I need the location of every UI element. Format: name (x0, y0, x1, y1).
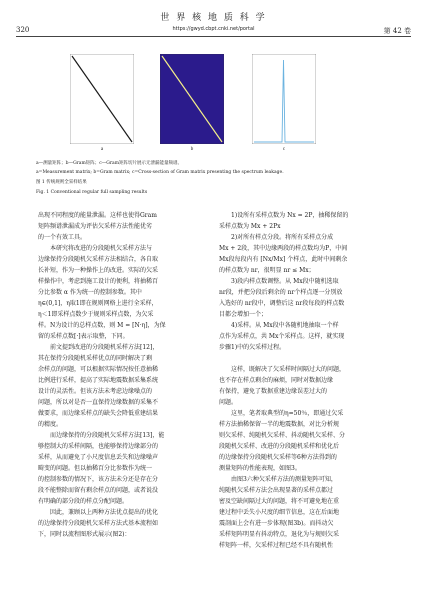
body-text-line: 下，同时以流程图形式展示(图2)： (38, 531, 131, 538)
body-text-line: 目都会增加一个； (219, 311, 268, 318)
body-text-line: 比例进行采样，提高了实际地震数据采集系统 (38, 377, 159, 384)
body-text-line: 3)段内样点数调整。从 Mx段中随机选取 (231, 278, 339, 285)
body-text-line: 而边缘保持的分段随机欠采样方法[13]，能 (50, 432, 165, 439)
body-text-line: 测量矩阵的性能表现，如图3。 (219, 465, 301, 472)
body-text-line: 长补短，作为一种操作上的改进。实际的欠采 (38, 267, 159, 274)
body-text-line (219, 353, 401, 364)
body-text-line: 做要求，而边缘采样点的缺失会降低重建结果 (38, 410, 159, 417)
journal-url: https://gwyd.cbpt.cnki.net/portal (172, 26, 255, 32)
body-text-line: 其在保持分段随机采样优点的同时解决了剩 (38, 355, 153, 362)
figure-panel-b (160, 54, 224, 144)
body-text-line: 样。N为设计的总样点数，则 M = [N·η]，为保 (38, 322, 166, 329)
body-text-line: 前文提到改进的分段随机采样方法[12]， (50, 344, 159, 351)
body-text-line: 的一个有效工具。 (38, 234, 87, 241)
body-text-line: 出现不同程度的能量泄漏。这样也使得Gram (38, 212, 157, 219)
panel-a-label: a (100, 147, 104, 152)
body-text-line: 步骤1)中的欠采样过程。 (219, 344, 286, 351)
body-text-line: 有明确的部分段的样点分配问题。 (38, 498, 129, 505)
body-text-line: 有保持，避免了数据重建边缘误差过大的 (219, 388, 328, 395)
body-text-line: 也不存在样点剩余的麻烦，同时对数据边缘 (219, 377, 334, 384)
body-text-line: 样方法抽稀保留一半的地震数据，对比分析规 (219, 421, 340, 428)
body-text-line: 2)对所有样点分段。将所有采样点分成 (231, 234, 334, 241)
body-text-line: 纯随机欠采样方法会出现显著的采样点都过 (219, 487, 334, 494)
body-text-line: 样操作中，考虑到施工设计的便利，将抽稀百 (38, 278, 159, 285)
body-text-line: 够控制大的采样间隔，也能够保持边缘部分的 (38, 443, 159, 450)
body-text-line: 则欠采样、纯随机欠采样、抖动随机欠采样、分 (219, 432, 346, 439)
body-text-line: 采样，从而避免了小尺度信息丢失和边缘噪声 (38, 454, 159, 461)
body-text-line: 本研究将改进的分段随机欠采样方法与 (50, 245, 153, 252)
body-text-line: 的精度。 (38, 421, 63, 428)
body-text-line: 问题。 (219, 399, 238, 406)
left-text-column (38, 210, 220, 540)
body-text-line: 密及空缺间隔过大的问题，将不可避免地在重 (219, 498, 340, 505)
figure-caption-cn: a—测量矩阵；b—Gram矩阵；c—Gram矩阵切片展示无泄漏能量频谱。 (36, 161, 182, 166)
body-text-line: 的样点数为 nr，很明显 nr ≤ Mx； (219, 267, 315, 274)
body-text-line: 1)设所有采样点数为 Nx = 2P，抽稀保留的 (231, 212, 349, 219)
body-text-line: Mx + 2段，其中边缘两段的样点数均为P，中间 (219, 245, 348, 252)
body-text-line: 分比参数 α 作为统一的控制参数。其中 (38, 289, 142, 296)
body-text-line: nr段，并把分段后剩余的 nr个样点逐一分别放 (219, 289, 343, 296)
volume-label: 第 42 卷 (383, 27, 411, 35)
body-text-line: 这样，既解决了欠采样时间隔过大的问题， (231, 366, 346, 373)
body-text-line: 样矩阵一样，欠采样过程已经不具有随机性 (219, 542, 334, 549)
body-text-line: 入选好的 nr段中，调整后这 nr段每段的样点数 (219, 300, 345, 307)
body-text-line: 矩阵频谱泄漏成为评估欠采样方法性能优劣 (38, 223, 153, 230)
body-text-line: η＜1即采样点数少于规则采样点数，为欠采 (38, 311, 154, 318)
page-number: 320 (16, 26, 30, 34)
body-text-line: 的边缘保持分段随机欠采样方法式基本流程如 (38, 520, 159, 527)
body-text-line: 余样点的问题，可以根据实际情况按任意抽稀 (38, 366, 159, 373)
header-rule (16, 36, 411, 37)
body-text-line: 问题，所以对是否一直保持边缘数据的采集不 (38, 399, 159, 406)
panel-c-label: c (282, 147, 286, 152)
panel-b-label: b (190, 147, 194, 152)
body-text-line: Mx段每段内有 [Nx/Mx] 个样点，此时中间剩余 (219, 256, 348, 263)
journal-title: 世 界 核 地 质 科 学 (160, 13, 267, 23)
body-text-line: η∈(0,1]，η取1即在规则网格上进行全采样， (38, 300, 158, 307)
body-text-line: 边缘保持分段随机欠采样方法相结合，各自取 (38, 256, 159, 263)
right-text-column (219, 210, 401, 551)
body-text-line: 因此，兼顾以上两种方法优点提出的优化 (50, 509, 159, 516)
body-text-line: 的控制参数的情况下，该方法未分还是存在分 (38, 476, 159, 483)
body-text-line: 点作为采样点，共 Mx个采样点。这样，就实现 (219, 333, 345, 340)
body-text-line: 设计的灵活性。但该方法未考虑边缘噪点的 (38, 388, 153, 395)
figure-caption-en: a=Measurement matrix; b=Gram matrix; c=Cross-section of Gram matrix presenting the spectrum leakage. (36, 170, 284, 175)
figure-title-cn: 图 1 传统规则全采样结果 (36, 180, 87, 185)
body-text-line: 建过程中丢失小尺度的细节信息，这在后面地 (219, 509, 340, 516)
body-text-line: 4)采样。从 Mx段中各随机地抽取一个样 (231, 322, 339, 329)
body-text-line: 段随机欠采样、改进的分段随机采样和优化后 (219, 443, 340, 450)
body-text-line: 畸变的问题。但以抽稀百分比参数作为统一 (38, 465, 153, 472)
body-text-line: 采样矩阵明显有抖动特点，退化为与规则欠采 (219, 531, 340, 538)
body-text-line: 震剖面上会有进一步体现(图3b)。而抖动欠 (219, 520, 334, 527)
body-text-line: 这里，笔者取典型的η=50％，即通过欠采 (231, 410, 344, 417)
body-text-line: 采样点数为 Mx + 2Px (219, 223, 281, 230)
figure-title-en: Fig. 1 Conventional regular full sampling results (36, 190, 148, 195)
figure-panel-c (252, 54, 316, 144)
body-text-line: 由图3六种欠采样方法的测量矩阵可知， (231, 476, 337, 483)
body-text-line: 段不能整除而留有剩余样点的问题，或者说没 (38, 487, 159, 494)
body-text-line: 的边缘保持分段随机欠采样等6种方法得到的 (219, 454, 337, 461)
body-text-line: 留的采样点数[·]表示取整，下同。 (38, 333, 129, 340)
figure-panel-a (70, 54, 134, 144)
